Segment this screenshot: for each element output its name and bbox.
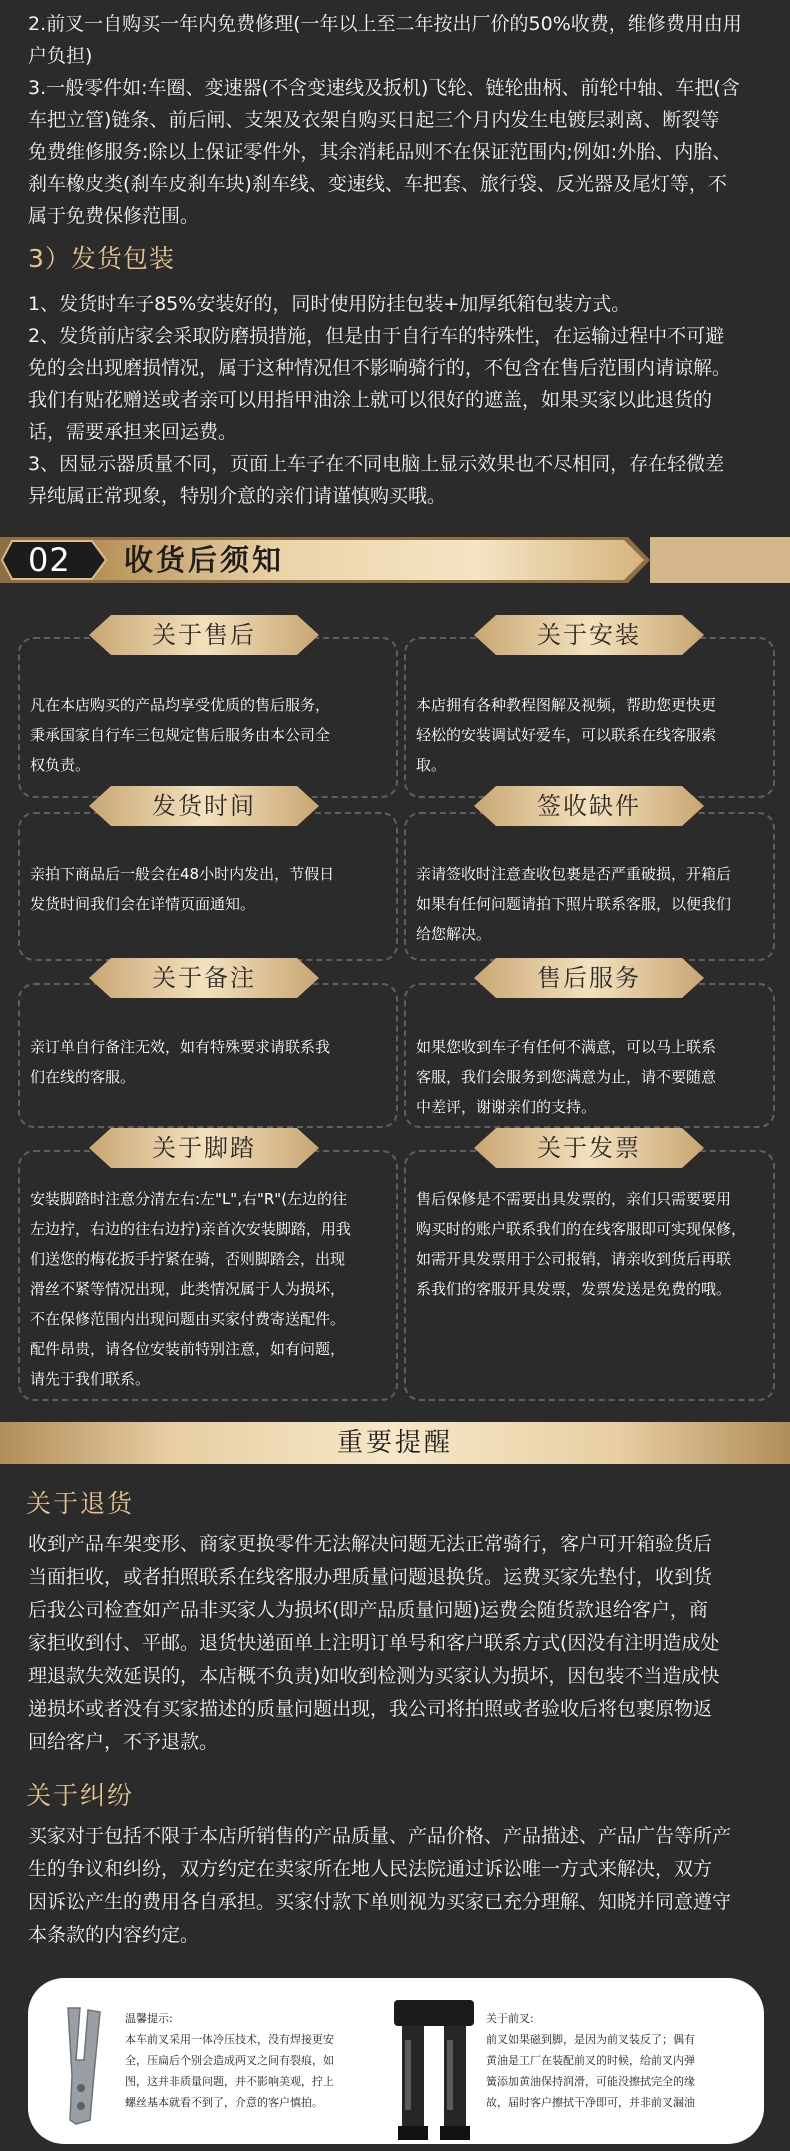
text-line: 取。: [416, 756, 447, 774]
text-line: 1、发货时车子85%安装好的，同时使用防挂包装+加厚纸箱包装方式。: [28, 293, 631, 315]
text-line: 本店拥有各种教程图解及视频，帮助您更快更: [416, 696, 717, 714]
shipping-lines: [28, 288, 772, 512]
card-title: 关于备注: [152, 964, 256, 992]
text-line: 轻松的安装调试好爱车，可以联系在线客服索: [416, 726, 717, 744]
notice-left-title: 温馨提示:: [125, 2012, 173, 2025]
important-banner: [0, 1422, 790, 1464]
text-line: 亲请签收时注意查收包裹是否严重破损，开箱后: [416, 865, 732, 883]
text-line: 户负担): [28, 45, 93, 67]
text-line: 图，这并非质量问题，并不影响美观，拧上: [125, 2075, 334, 2088]
text-line: 中差评，谢谢亲们的支持。: [416, 1098, 597, 1116]
card-title: 售后服务: [537, 964, 641, 992]
text-line: 故，届时客户擦拭干净即可，并非前叉漏油: [486, 2096, 695, 2109]
text-line: 生的争议和纠纷，双方约定在卖家所在地人民法院通过诉讼唯一方式来解决，双方: [28, 1858, 713, 1880]
notice-right-title: 关于前叉:: [486, 2012, 534, 2025]
important-title: 重要提醒: [336, 1428, 453, 1458]
text-line: 亲拍下商品后一般会在48小时内发出，节假日: [30, 865, 335, 883]
text-line: 2、发货前店家会采取防磨损措施，但是由于自行车的特殊性，在运输过程中不可避: [28, 325, 725, 347]
text-line: 如果您收到车子有任何不满意，可以马上联系: [416, 1038, 717, 1056]
ribbon-invoice: [474, 1128, 704, 1168]
text-line: 亲订单自行备注无效，如有特殊要求请联系我: [30, 1038, 331, 1056]
returns-title: 关于退货: [26, 1489, 135, 1518]
text-line: 请先于我们联系。: [30, 1370, 151, 1388]
fork-tool-image: [46, 2004, 116, 2128]
ribbon-pedals: [89, 1128, 319, 1168]
text-line: 递损坏或者没有买家描述的质量问题出现，我公司将拍照或者验收后将包裹原物返: [28, 1698, 713, 1720]
text-line: 螺丝基本就看不到了，介意的客户慎拍。: [125, 2096, 323, 2109]
text-line: 买家对于包括不限于本店所销售的产品质量、产品价格、产品描述、产品广告等所产: [28, 1825, 732, 1847]
text-line: 如果有任何问题请拍下照片联系客服，以便我们: [416, 895, 732, 913]
returns-text: [28, 1528, 778, 1759]
text-line: 系我们的客服开具发票，发票发送是免费的哦。: [416, 1280, 732, 1298]
dispute-title: 关于纠纷: [26, 1781, 135, 1810]
text-line: 前叉如果磁到脚，是因为前叉装反了；偶有: [486, 2033, 695, 2046]
text-line: 3、因显示器质量不同，页面上车子在不同电脑上显示效果也不尽相同，存在轻微差: [28, 453, 725, 475]
card-title: 发货时间: [152, 792, 256, 820]
card-remarks-text: [30, 1032, 390, 1092]
card-ship-time-text: [30, 859, 390, 919]
notice-right-text: [486, 2008, 756, 2113]
ribbon-after-sales: [89, 615, 319, 655]
card-title: 签收缺件: [537, 792, 641, 820]
warranty-lines: [28, 8, 772, 232]
card-service-text: [416, 1032, 768, 1122]
text-line: 不在保修范围内出现问题由买家付费寄送配件。: [30, 1310, 346, 1328]
card-title: 关于脚踏: [152, 1134, 256, 1162]
text-line: 左边拧，右边的往右边拧)亲首次安装脚踏，用我: [30, 1220, 351, 1238]
section-title: 收货后须知: [124, 543, 285, 577]
text-line: 收到产品车架变形、商家更换零件无法解决问题无法正常骑行，客户可开箱验货后: [28, 1533, 713, 1555]
card-title: 关于安装: [537, 621, 641, 649]
section-banner: [0, 537, 790, 583]
card-title: 关于售后: [152, 621, 256, 649]
text-line: 客服，我们会服务到您满意为止，请不要随意: [416, 1068, 717, 1086]
text-line: 2.前叉一自购买一年内免费修理(一年以上至二年按出厂价的50%收费，维修费用由用: [28, 13, 742, 35]
shipping-section-title: 3）发货包装: [28, 244, 175, 273]
dispute-text: [28, 1820, 778, 1952]
ribbon-service: [474, 958, 704, 998]
card-install-text: [416, 690, 768, 780]
text-line: 簧添加黄油保持润滑，可能没擦拭完全的缘: [486, 2075, 695, 2088]
card-title: 关于发票: [537, 1134, 641, 1162]
text-line: 免的会出现磨损情况，属于这种情况但不影响骑行的，不包含在售后范围内请谅解。: [28, 357, 732, 379]
text-line: 异纯属正常现象，特别介意的亲们请谨慎购买哦。: [28, 485, 447, 507]
text-line: 黄油是工厂在装配前叉的时候，给前叉内弹: [486, 2054, 695, 2067]
card-missing-text: [416, 859, 768, 949]
text-line: 因诉讼产生的费用各自承担。买家付款下单则视为买家已充分理解、知晓并同意遵守: [28, 1891, 732, 1913]
text-line: 如需开具发票用于公司报销，请亲收到货后再联: [416, 1250, 732, 1268]
text-line: 理退款失效延误的，本店概不负责)如收到检测为买家认为损坏，因包装不当造成快: [28, 1665, 720, 1687]
text-line: 刹车橡皮类(刹车皮刹车块)刹车线、变速线、车把套、旅行袋、反光器及尾灯等，不: [28, 173, 727, 195]
text-line: 3.一般零件如:车圈、变速器(不含变速线及扳机)飞轮、链轮曲柄、前轮中轴、车把(含: [28, 77, 740, 99]
card-after-sales-text: [30, 690, 390, 780]
text-line: 车把立管)链条、前后闸、支架及衣架自购买日起三个月内发生电镀层剥离、断裂等: [28, 109, 720, 131]
card-pedals-text: [30, 1184, 392, 1394]
text-line: 免费维修服务:除以上保证零件外，其余消耗品则不在保证范围内;例如:外胎、内胎、: [28, 141, 732, 163]
text-line: 属于免费保修范围。: [28, 205, 200, 227]
text-line: 家拒收到付、平邮。退货快递面单上注明订单号和客户联系方式(因没有注明造成处: [28, 1632, 720, 1654]
ribbon-missing: [474, 786, 704, 826]
text-line: 本车前叉采用一体冷压技术，没有焊接更安: [125, 2033, 334, 2046]
section-number: 02: [28, 541, 71, 579]
text-line: 购买时的账户联系我们的在线客服即可实现保修，: [416, 1220, 747, 1238]
text-line: 当面拒收，或者拍照联系在线客服办理质量问题退换货。运费买家先垫付，收到货: [28, 1566, 713, 1588]
text-line: 话，需要承担来回运费。: [28, 421, 238, 443]
card-invoice-text: [416, 1184, 771, 1304]
text-line: 我们有贴花赠送或者亲可以用指甲油涂上就可以很好的遮盖，如果买家以此退货的: [28, 389, 713, 411]
text-line: 安装脚踏时注意分清左右:左"L",右"R"(左边的往: [30, 1190, 348, 1208]
text-line: 给您解决。: [416, 925, 492, 943]
banner-shape: [0, 537, 790, 583]
text-line: 凡在本店购买的产品均享受优质的售后服务，: [30, 696, 331, 714]
ribbon-install: [474, 615, 704, 655]
ribbon-remarks: [89, 958, 319, 998]
text-line: 权负责。: [30, 756, 91, 774]
text-line: 滑丝不紧等情况出现，此类情况属于人为损坏，: [30, 1280, 346, 1298]
text-line: 配件昂贵，请各位安装前特别注意，如有问题，: [30, 1340, 346, 1358]
text-line: 发货时间我们会在详情页面通知。: [30, 895, 256, 913]
front-fork-image: [384, 2000, 484, 2142]
text-line: 们在线的客服。: [30, 1068, 136, 1086]
ribbon-ship-time: [89, 786, 319, 826]
text-line: 秉承国家自行车三包规定售后服务由本公司全: [30, 726, 331, 744]
text-line: 全，压扁后个别会造成两叉之间有裂痕，如: [125, 2054, 334, 2067]
warranty-text-block: [28, 8, 772, 512]
text-line: 本条款的内容约定。: [28, 1924, 200, 1946]
notice-left-text: [125, 2008, 395, 2113]
text-line: 回给客户，不予退款。: [28, 1731, 219, 1753]
text-line: 后我公司检查如产品非买家人为损坏(即产品质量问题)运费会随货款退给客户，商: [28, 1599, 708, 1621]
fork-notice-panel: [28, 1978, 764, 2144]
text-line: 们送您的梅花扳手拧紧在骑，否则脚踏会，出现: [30, 1250, 346, 1268]
text-line: 售后保修是不需要出具发票的，亲们只需要要用: [416, 1190, 732, 1208]
